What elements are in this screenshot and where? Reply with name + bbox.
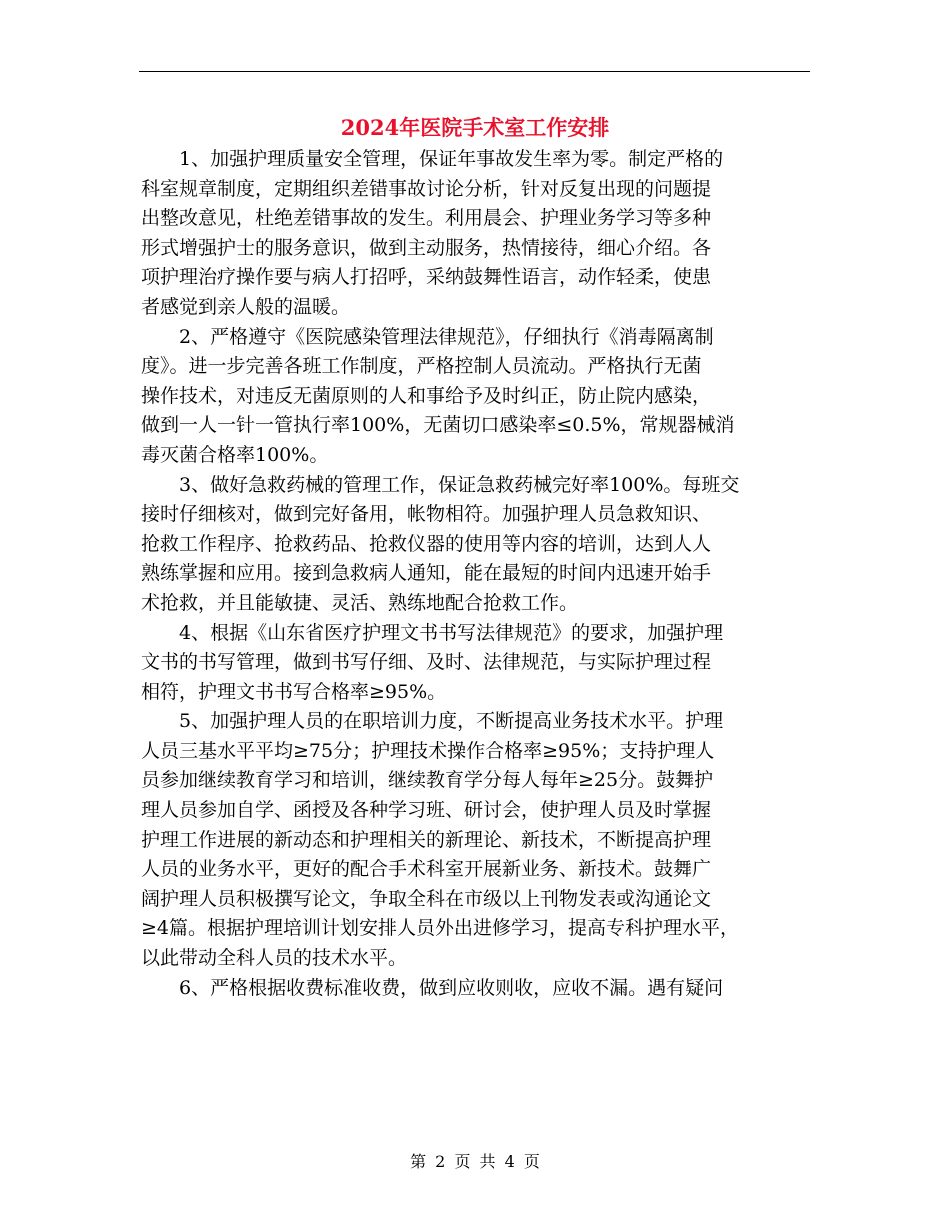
paragraph-line: 员参加继续教育学习和培训，继续教育学分每人每年≥25分。鼓舞护: [141, 769, 714, 792]
paragraph-4: [141, 619, 809, 708]
document-body: [141, 145, 809, 1003]
paragraph-line: 熟练掌握和应用。接到急救病人通知，能在最短的时间内迅速开始手: [141, 562, 712, 585]
paragraph-line: 毒灭菌合格率100%。: [141, 443, 329, 466]
paragraph-line: 2、严格遵守《医院感染管理法律规范》，仔细执行《消毒隔离制: [179, 325, 714, 348]
paragraph-line: 护理工作进展的新动态和护理相关的新理论、新技术，不断提高护理: [141, 828, 712, 851]
paragraph-line: 理人员参加自学、函授及各种学习班、研讨会，使护理人员及时掌握: [141, 799, 712, 822]
paragraph-line: 文书的书写管理，做到书写仔细、及时、法律规范，与实际护理过程: [141, 651, 712, 674]
paragraph-line: 接时仔细核对，做到完好备用，帐物相符。加强护理人员急救知识、: [141, 503, 712, 526]
paragraph-line: 形式增强护士的服务意识，做到主动服务，热情接待，细心介绍。各: [141, 236, 712, 259]
paragraph-line: 6、严格根据收费标准收费，做到应收则收，应收不漏。遇有疑问: [179, 976, 724, 999]
paragraph-line: 做到一人一针一管执行率100%，无菌切口感染率≤0.5%，常规器械消: [141, 414, 735, 437]
paragraph-line: 人员三基水平平均≥75分；护理技术操作合格率≥95%；支持护理人: [141, 739, 715, 762]
paragraph-line: 1、加强护理质量安全管理，保证年事故发生率为零。制定严格的: [179, 148, 724, 170]
paragraph-3: [141, 471, 809, 619]
paragraph-line: 项护理治疗操作要与病人打招呼，采纳鼓舞性语言，动作轻柔，使患: [141, 266, 712, 289]
paragraph-line: 抢救工作程序、抢救药品、抢救仪器的使用等内容的培训，达到人人: [141, 532, 712, 555]
paragraph-line: 3、做好急救药械的管理工作，保证急救药械完好率100%。每班交: [179, 473, 740, 496]
paragraph-line: 出整改意见，杜绝差错事故的发生。利用晨会、护理业务学习等多种: [141, 207, 712, 230]
paragraph-line: ≥4篇。根据护理培训计划安排人员外出进修学习，提高专科护理水平，: [141, 917, 740, 940]
paragraph-2: [141, 323, 809, 471]
paragraph-line: 度》。进一步完善各班工作制度，严格控制人员流动。严格执行无菌: [141, 355, 702, 378]
paragraph-line: 者感觉到亲人般的温暖。: [141, 295, 351, 318]
paragraph-line: 以此带动全科人员的技术水平。: [141, 947, 408, 970]
paragraph-line: 5、加强护理人员的在职培训力度，不断提高业务技术水平。护理: [179, 710, 724, 733]
paragraph-line: 阔护理人员积极撰写论文，争取全科在市级以上刊物发表或沟通论文: [141, 887, 712, 910]
paragraph-1: [141, 145, 809, 323]
paragraph-6: [141, 974, 809, 1004]
paragraph-line: 4、根据《山东省医疗护理文书书写法律规范》的要求，加强护理: [179, 621, 724, 644]
paragraph-line: 操作技术，对违反无菌原则的人和事给予及时纠正，防止院内感染，: [141, 384, 712, 407]
paragraph-line: 相符，护理文书书写合格率≥95%。: [141, 680, 447, 703]
document-title: 2024年医院手术室工作安排: [340, 115, 610, 140]
paragraph-line: 科室规章制度，定期组织差错事故讨论分析，针对反复出现的问题提: [141, 177, 712, 200]
paragraph-line: 人员的业务水平，更好的配合手术科室开展新业务、新技术。鼓舞广: [141, 858, 712, 881]
page-number: 第 2 页 共 4 页: [410, 1152, 540, 1171]
paragraph-line: 术抢救，并且能敏捷、灵活、熟练地配合抢救工作。: [141, 591, 579, 614]
paragraph-5: [141, 707, 809, 973]
header-rule: [139, 71, 810, 72]
